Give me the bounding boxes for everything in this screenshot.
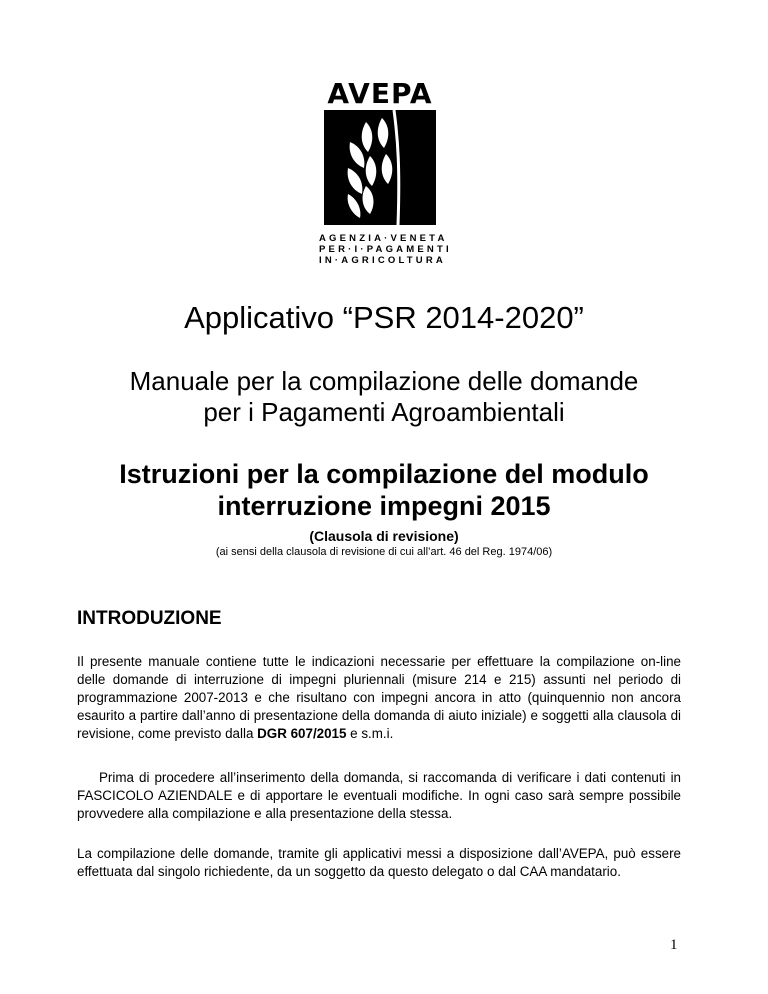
- application-title: Applicativo “PSR 2014-2020”: [184, 300, 584, 335]
- regulation-reference: (ai sensi della clausola di revisione di cui all’art. 46 del Reg. 1974/06): [215, 546, 553, 558]
- paragraph-2: Prima di procedere all’inserimento della domanda, si raccomanda di verificare i dati contenuti in FASCICOLO AZIENDALE e di apportare le eventuali modifiche. In ogni caso sarà sempre possibile provvedere alla compilazione e alla presentazione della stessa.: [77, 770, 681, 821]
- paragraph-1-end: e s.m.i.: [346, 726, 394, 741]
- manual-title-line-1: Manuale per la compilazione delle domande: [129, 366, 639, 396]
- page-number: 1: [670, 937, 678, 953]
- wheat-emblem-icon: [324, 110, 436, 225]
- paragraph-1-text: Il presente manuale contiene tutte le indicazioni necessarie per effettuare la compilazione on-line delle domande di interruzione di impegni pluriennali (misure 214 e 215) assunti nel periodo di programmazione 2007-2013 e che risultano con impegni ancora in atto (quinquennio non ancora esaurito a partire dall’anno di presentazione della domanda di aiuto iniziale) e soggetti alla clausola di revisione, come previsto dalla: [77, 654, 681, 741]
- clause-subtitle: (Clausola di revisione): [309, 528, 459, 544]
- logo-wordmark: AVEPA: [327, 77, 433, 110]
- paragraph-3: La compilazione delle domande, tramite gli applicativi messi a disposizione dall’AVEPA, può essere effettuata dal singolo richiedente, da un soggetto da questo delegato o dal CAA mandatario.: [77, 846, 681, 879]
- logo-line-3: IN·AGRICOLTURA: [319, 255, 446, 266]
- instructions-title-line-2: interruzione impegni 2015: [217, 491, 551, 521]
- section-heading: INTRODUZIONE: [77, 608, 222, 629]
- logo-line-1: AGENZIA·VENETA: [319, 233, 448, 244]
- logo-subtitle: [305, 233, 455, 266]
- instructions-title: [0, 458, 768, 522]
- dgr-reference: DGR 607/2015: [257, 726, 347, 741]
- manual-title: [0, 366, 768, 428]
- manual-title-line-2: per i Pagamenti Agroambientali: [203, 397, 565, 427]
- instructions-title-line-1: Istruzioni per la compilazione del modulo: [119, 459, 649, 489]
- paragraph-1: [77, 653, 681, 743]
- logo-line-2: PER·I·PAGAMENTI: [319, 244, 452, 255]
- avepa-logo: [305, 77, 455, 266]
